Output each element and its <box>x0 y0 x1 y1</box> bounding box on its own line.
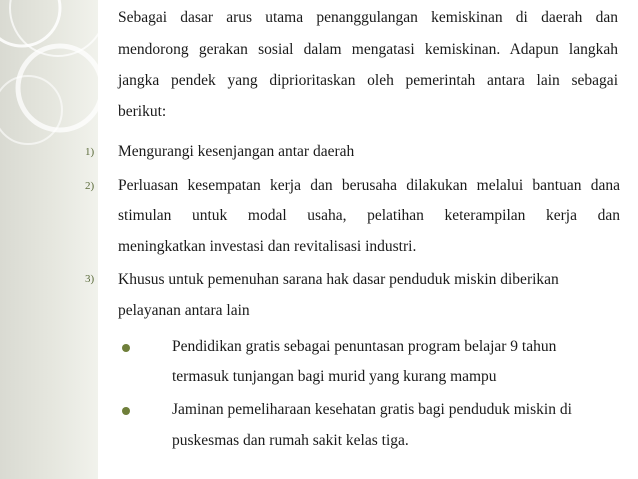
intro-line-2: mendorong gerakan sosial dalam mengatasi kemiskinan. Adapun langkah <box>118 41 618 58</box>
list-item-1-line-1: Mengurangi kesenjangan antar daerah <box>118 143 355 160</box>
intro-line-3: jangka pendek yang diprioritaskan oleh pemerintah antara lain sebagai <box>118 72 618 89</box>
sub-item-2-line-2: puskesmas dan rumah sakit kelas tiga. <box>172 432 409 449</box>
list-marker-3: 3) <box>85 273 95 285</box>
sub-item-1-line-2: termasuk tunjangan bagi murid yang kurang mampu <box>172 368 497 385</box>
list-item-3-line-1: Khusus untuk pemenuhan sarana hak dasar penduduk miskin diberikan <box>118 271 559 288</box>
bullet-icon <box>122 407 130 415</box>
sub-item-1-line-1: Pendidikan gratis sebagai penuntasan program belajar 9 tahun <box>172 338 557 355</box>
sub-item-2-line-1: Jaminan pemeliharaan kesehatan gratis bagi penduduk miskin di <box>172 401 572 418</box>
intro-line-1: Sebagai dasar arus utama penanggulangan kemiskinan di daerah dan <box>118 9 618 26</box>
list-item-2-line-2: stimulan untuk modal usaha, pelatihan keterampilan kerja dan <box>118 207 620 224</box>
bullet-icon <box>122 344 130 352</box>
list-marker-1: 1) <box>85 146 95 158</box>
list-item-3-line-2: pelayanan antara lain <box>118 302 250 319</box>
list-marker-2: 2) <box>85 180 95 192</box>
list-item-2-line-1: Perluasan kesempatan kerja dan berusaha dilakukan melalui bantuan dana <box>118 177 620 194</box>
intro-line-4: berikut: <box>118 103 167 120</box>
list-item-2-line-3: meningkatkan investasi dan revitalisasi industri. <box>118 238 417 255</box>
